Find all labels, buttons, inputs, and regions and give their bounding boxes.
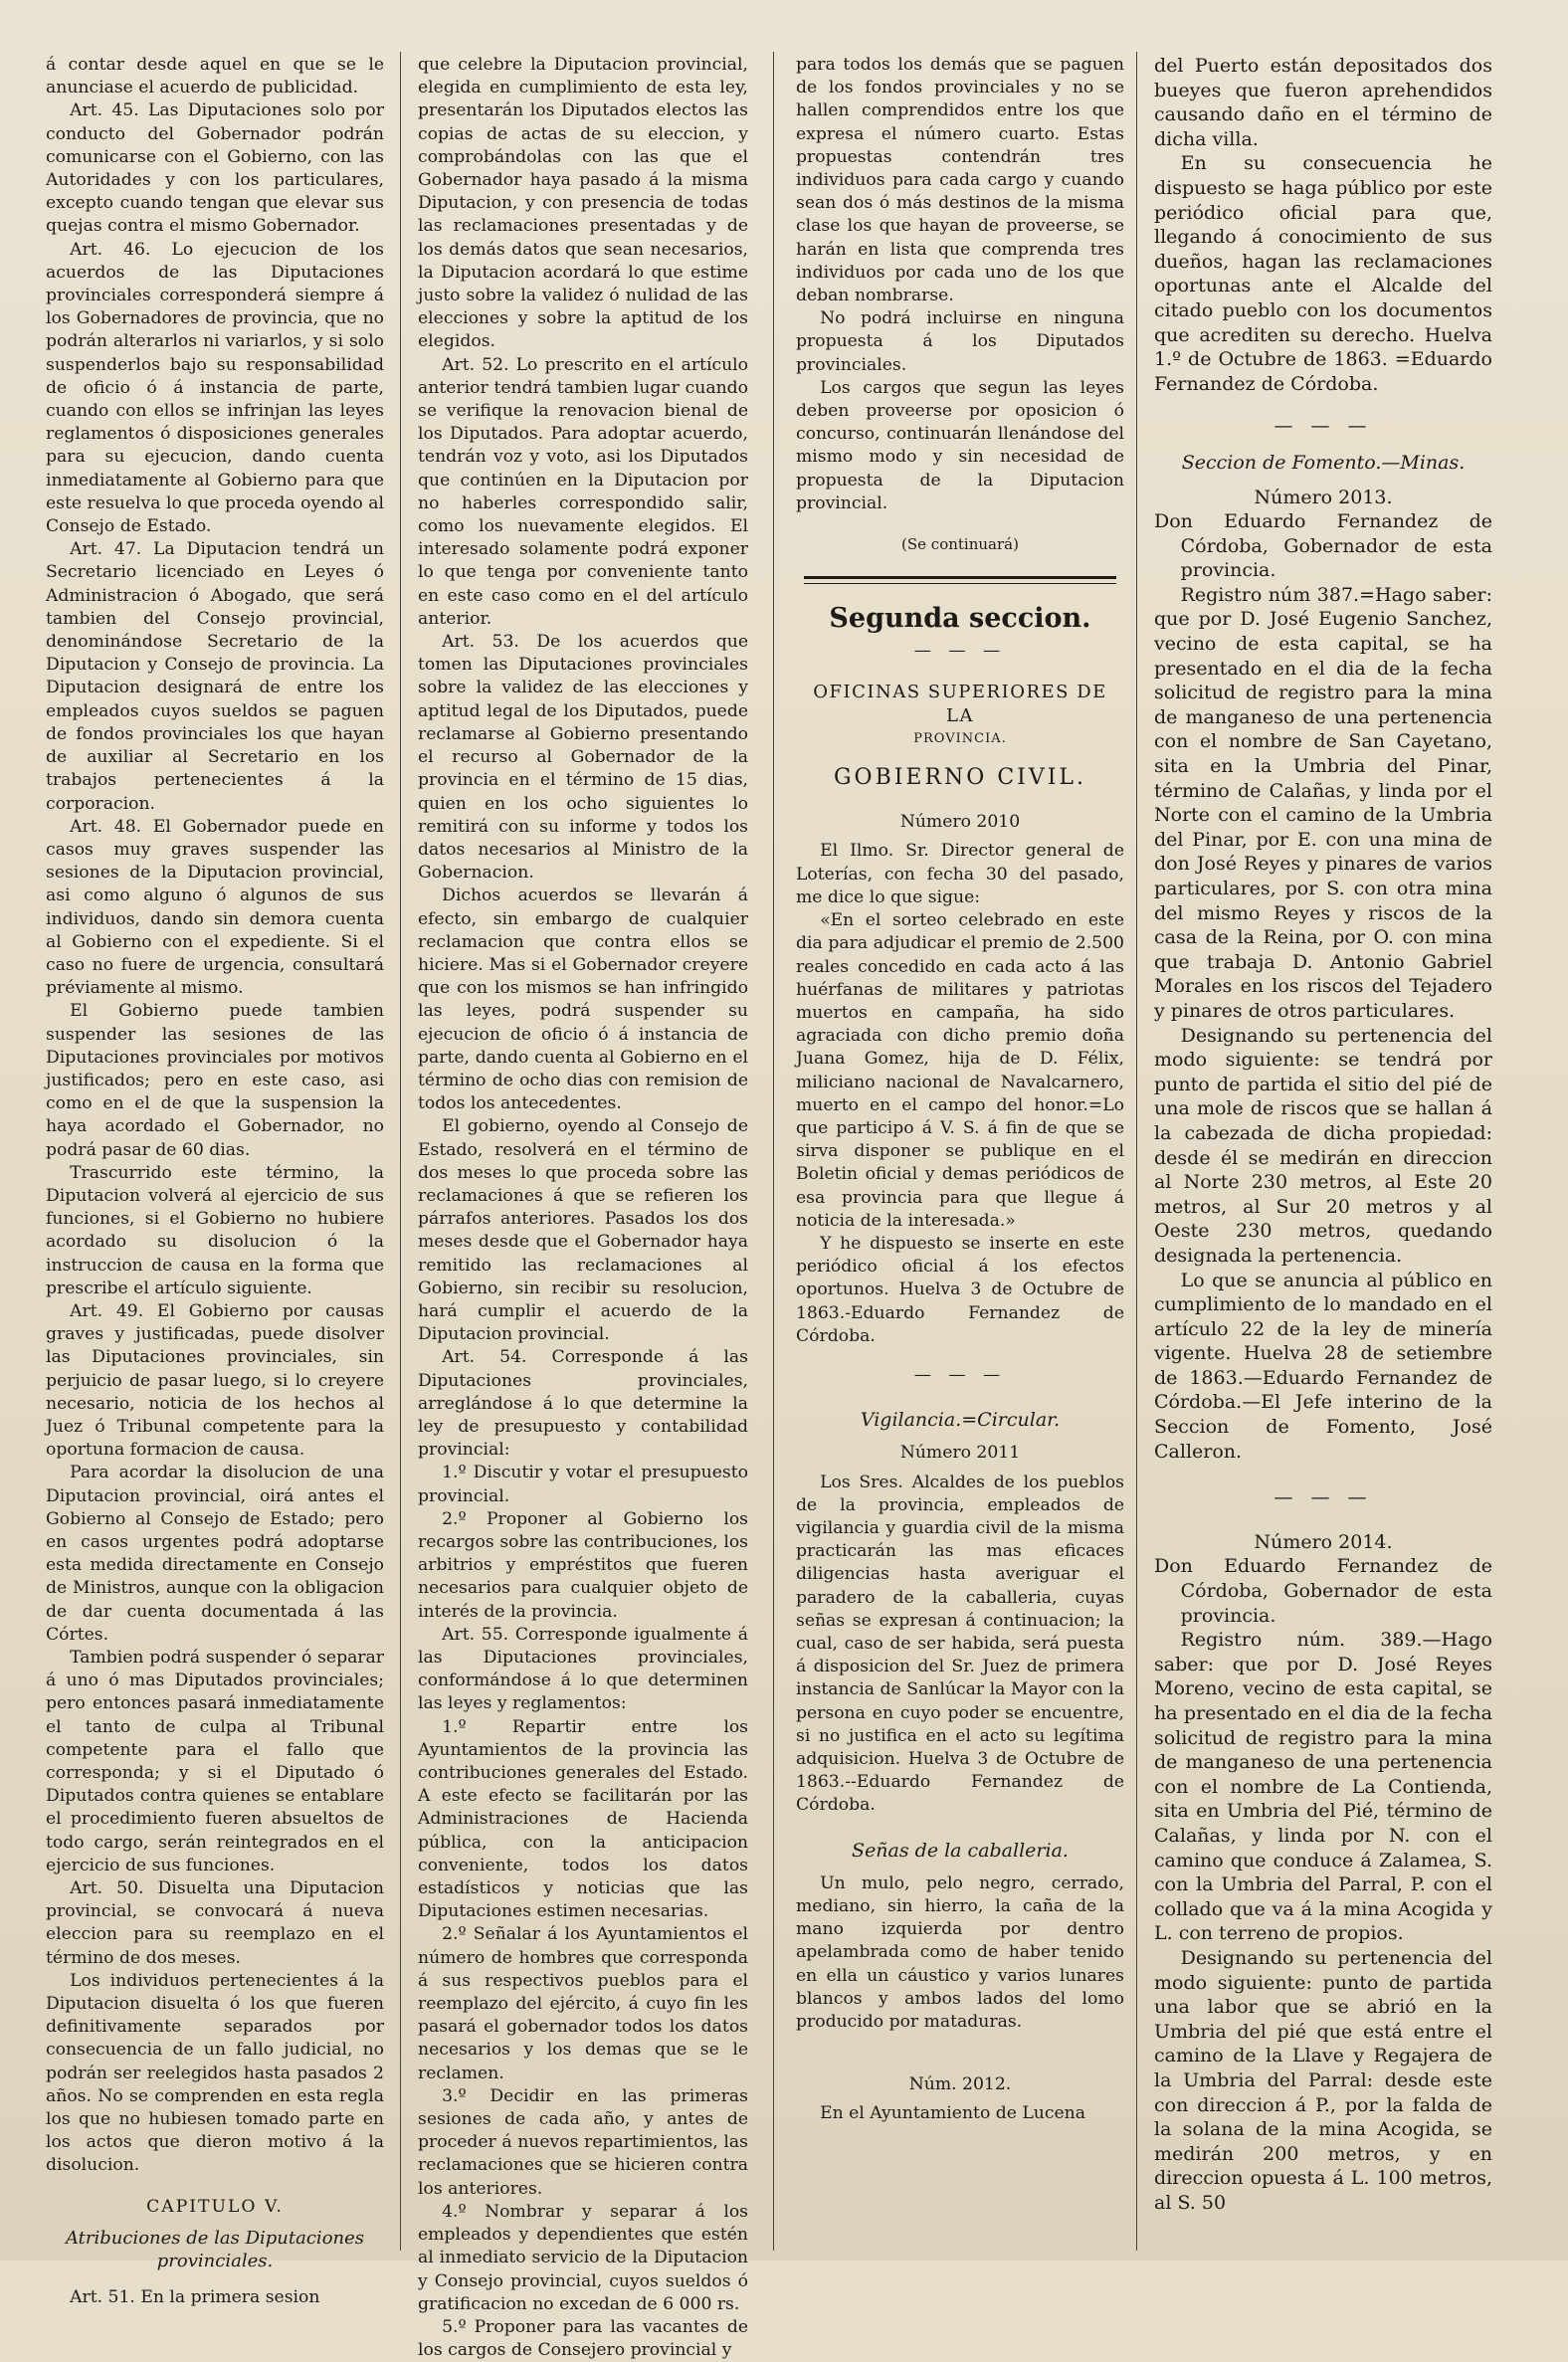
dash-separator: — — — bbox=[1274, 1486, 1373, 1509]
senas-heading: Señas de la caballeria. bbox=[852, 1839, 1069, 1862]
chapter-subtitle: Atribuciones de las Diputaciones provinciales. bbox=[65, 2227, 365, 2271]
dash-separator: — — — bbox=[1274, 415, 1373, 438]
article-55: Art. 55. Corresponde igualmente á las Diputaciones provinciales, conformándose á lo que determinen las leyes y reglamentos: bbox=[418, 1624, 748, 1714]
column-rule bbox=[773, 52, 774, 2251]
offices-heading: OFICINAS SUPERIORES DE LA bbox=[813, 682, 1107, 726]
paragraph: Dichos acuerdos se llevarán á efecto, sin embargo de cualquier reclamacion que contra ellos se hiciere. Mas si el Gobernador creyere que con los mismos se han infringido las leyes, podrá suspender su ejecucion de oficio ó á instancia de parte, dando cuenta al Gobierno en el término de ocho dias con remision de todos los antecedentes. bbox=[418, 886, 748, 1114]
article-45: Art. 45. Las Diputaciones solo por conducto del Gobernador podrán comunicarse con el Gobierno, con las Autoridades y con los particulares, excepto cuando tengan que elevar sus quejas contra el mismo Gobernador. bbox=[46, 100, 384, 237]
article-54: Art. 54. Corresponde á las Diputaciones provinciales, arreglándose á lo que determine la ley de presupuesto y contabilidad provincial: bbox=[418, 1347, 748, 1461]
paragraph: á contar desde aquel en que se le anunciase el acuerdo de publicidad. bbox=[46, 55, 384, 98]
column-rule bbox=[1136, 52, 1137, 2251]
column-2 bbox=[418, 54, 748, 2361]
issuer: Don Eduardo Fernandez de Córdoba, Gobernador de esta provincia. bbox=[1154, 1555, 1492, 1627]
article-46: Art. 46. Lo ejecucion de los acuerdos de las Diputaciones provinciales corresponderá siempre á los Gobernadores de provincia, que no podrán alterarlos ni variarlos, y si solo suspenderlos bajo su responsabilidad de oficio ó á instancia de parte, cuando con ellos se infrinjan las leyes reglamentos ó disposiciones generales para su ejecucion, dando cuenta inmediatamente al Gobierno para que este resuelva lo que proceda oyendo al Consejo de Estado. bbox=[46, 239, 384, 537]
paragraph: Tambien podrá suspender ó separar á uno ó mas Diputados provinciales; pero entonces pasará inmediatamente el tanto de culpa al Tribunal competente para el fallo que corresponda; y si el Diputado ó Diputados contra quienes se entablare el procedimiento fueren absueltos de todo cargo, serán reintegrados en el ejercicio de sus funciones. bbox=[46, 1648, 384, 1875]
article-49: Art. 49. El Gobierno por causas graves y justificadas, puede disolver las Diputaciones provinciales, sin perjuicio de pasar luego, si lo creyere necesario, noticia de los hechos al Juez ó Tribunal competente para la oportuna formacion de causa. bbox=[46, 1300, 384, 1461]
article-48: Art. 48. El Gobernador puede en casos muy graves suspender las sesiones de la Diputacion provincial, asi como alguno ó algunos de sus individuos, dando sin demora cuenta al Gobierno con el expediente. Si el caso no fuere de urgencia, consultará préviamente al mismo. bbox=[46, 816, 384, 999]
list-item: 3.º Decidir en las primeras sesiones de cada año, y antes de proceder á nuevos repartimientos, las reclamaciones que se hicieren contra los anteriores. bbox=[418, 2085, 748, 2199]
column-rule bbox=[400, 52, 401, 2251]
list-item: 1.º Discutir y votar el presupuesto provincial. bbox=[418, 1463, 748, 1506]
vigilancia-heading: Vigilancia.=Circular. bbox=[860, 1409, 1061, 1432]
section-divider bbox=[804, 576, 1116, 584]
continued-note: (Se continuará) bbox=[901, 535, 1019, 554]
column-1 bbox=[46, 54, 384, 2307]
section-heading: Segunda seccion. bbox=[829, 603, 1091, 635]
paragraph: «En el sorteo celebrado en este dia para adjudicar el premio de 2.500 reales concedido en cada acto á las huérfanas de militares y patriotas muertos en campaña, ha sido agraciada con dicho premio doña Juana Gomez, hija de D. Félix, miliciano nacional de Navalcarnero, muerto en el campo del honor.=Lo que participo á V. S. á fin de que se sirva disponer se publique en el Boletin oficial y demas periódicos de esa provincia para que llegue á noticia de la interesada.» bbox=[796, 910, 1124, 1231]
paragraph: El Ilmo. Sr. Director general de Loterías, con fecha 30 del pasado, me dice lo que sigue: bbox=[796, 841, 1124, 907]
notice-number: Número 2010 bbox=[899, 812, 1021, 833]
fomento-heading: Seccion de Fomento.—Minas. bbox=[1181, 451, 1466, 474]
paragraph: El Gobierno puede tambien suspender las sesiones de las Diputaciones provinciales por motivos justificados; pero en este caso, asi como en el de que la suspension la haya acordado el Gobernador, no podrá pasar de 60 dias. bbox=[46, 1001, 384, 1160]
paragraph: Registro núm. 389.—Hago saber: que por D. José Reyes Moreno, vecino de esta capital, se ha presentado en el dia de la fecha solicitud de registro para la mina de manganeso de una pertenencia con el nombre de La Contienda, sita en Umbria del Pié, término de Calañas, y linda por N. con el camino que conduce á Zalamea, S. con la Umbria del Parral, P. con el collado que va á la mina Acogida y L. con terreno de propios. bbox=[1154, 1629, 1492, 1945]
list-item: 1.º Repartir entre los Ayuntamientos de la provincia las contribuciones generales del Estado. A este efecto se facilitarán por las Administraciones de Hacienda pública, con la anticipacion conveniente, todos los datos estadísticos y noticias que las Diputaciones estimen necesarias. bbox=[418, 1716, 748, 1922]
issuer: Don Eduardo Fernandez de Córdoba, Gobernador de esta provincia. bbox=[1154, 510, 1492, 582]
article-53: Art. 53. De los acuerdos que tomen las Diputaciones provinciales sobre la validez de las elecciones y aptitud legal de los Diputados, puede reclamarse al Gobierno presentando el recurso al Gobernador de la provincia en el término de 15 dias, quien en los ocho siguientes lo remitirá con su informe y todos los datos necesarios al Ministro de la Gobernacion. bbox=[418, 632, 748, 884]
column-3 bbox=[796, 54, 1124, 2253]
paragraph: No podrá incluirse en ninguna propuesta á los Diputados provinciales. bbox=[796, 308, 1124, 375]
notice-number: Número 2013. bbox=[1254, 486, 1393, 508]
paragraph: Los cargos que segun las leyes deben proveerse por oposicion ó concurso, continuarán llenándose del mismo modo y sin necesidad de propuesta de la Diputacion provincial. bbox=[796, 377, 1124, 513]
chapter-heading: CAPITULO V. bbox=[146, 2196, 284, 2217]
notice-number: Número 2011 bbox=[899, 1443, 1021, 1464]
dash-separator: — — — bbox=[913, 641, 1007, 662]
paragraph: Lo que se anuncia al público en cumplimiento de lo mandado en el artículo 22 de la ley de minería vigente. Huelva 28 de setiembre de 1863.—Eduardo Fernandez de Córdoba.—El Jefe interino de la Seccion de Fomento, José Calleron. bbox=[1154, 1269, 1492, 1463]
paragraph: Un mulo, pelo negro, cerrado, mediano, sin hierro, la caña de la mano izquierda por dentro apelambrada como de haber tenido en ella un cáustico y varios lunares blancos y ambos lados del lomo producido por mataduras. bbox=[796, 1872, 1124, 2033]
paragraph: El gobierno, oyendo al Consejo de Estado, resolverá en el término de dos meses lo que proceda sobre las reclamaciones á que se refieren los párrafos anteriores. Pasados los dos meses desde que el Gobernador haya remitido las reclamaciones al Gobierno, sin recibir su resolucion, hará cumplir el acuerdo de la Diputacion provincial. bbox=[418, 1116, 748, 1345]
notice-number: Número 2014. bbox=[1254, 1530, 1393, 1553]
gobierno-civil-heading: GOBIERNO CIVIL. bbox=[833, 765, 1087, 791]
article-47: Art. 47. La Diputacion tendrá un Secretario licenciado en Leyes ó Administracion ó Abogado, que será tambien del Consejo provincial, denominándose Secretario de la Diputacion y Consejo de provincia. La Diputacion designará de entre los empleados cuyos sueldos se paguen de fondos provinciales los que hayan de auxiliar al Secretario en los trabajos pertenecientes á la corporacion. bbox=[46, 539, 384, 814]
list-item: 4.º Nombrar y separar á los empleados y dependientes que estén al inmediato servicio de la Diputacion y Consejo provincial, cuyos sueldos ó gratificacion no excedan de 6 000 rs. bbox=[418, 2201, 748, 2314]
article-51: Art. 51. En la primera sesion bbox=[70, 2286, 320, 2307]
paragraph: Registro núm 387.=Hago saber: que por D. José Eugenio Sanchez, vecino de esta capital, se ha presentado en el dia de la fecha solicitud de registro para la mina de manganeso de una pertenencia con el nombre de San Cayetano, sita en la Umbria del Pinar, término de Calañas, y linda por el Norte con el camino de la Umbria del Pinar, por E. con una mina de don José Reyes y pinares de varios particulares, por S. con otra mina del mismo Reyes y riscos de la casa de la Reina, por O. con mina que trabaja D. Antonio Gabriel Morales en los riscos del Tejadero y pinares de otros particulares. bbox=[1154, 583, 1492, 1022]
dash-separator: — — — bbox=[913, 1364, 1007, 1385]
paragraph: Los Sres. Alcaldes de los pueblos de la provincia, empleados de vigilancia y guardia civil de la misma practicarán las mas eficaces diligencias hasta averiguar el paradero de la caballeria, cuyas señas se expresan á continuacion; la cual, caso de ser habida, será puesta á disposicion del Sr. Juez de primera instancia de Sanlúcar la Mayor con la persona en cuyo poder se encuentre, si no justifica en el acto su legítima adquisicion. Huelva 3 de Octubre de 1863.--Eduardo Fernandez de Córdoba. bbox=[796, 1472, 1124, 1816]
article-52: Art. 52. Lo prescrito en el artículo anterior tendrá tambien lugar cuando se verifique la renovacion bienal de los Diputados. Para adoptar acuerdo, tendrán voz y voto, asi los Diputados que continúen en la Diputacion por no haberles correspondido salir, como los nuevamente elegidos. El interesado solamente podrá exponer lo que tenga por conveniente tanto en este caso como en el del artículo anterior. bbox=[418, 354, 748, 629]
list-item: 2.º Proponer al Gobierno los recargos sobre las contribuciones, los arbitrios y empréstitos que fueren necesarios para cualquier objeto de interés de la provincia. bbox=[418, 1508, 748, 1622]
paragraph: Trascurrido este término, la Diputacion volverá al ejercicio de sus funciones, si el Gobierno no hubiere acordado su disolucion ó la instruccion de causa en la forma que prescribe el artículo siguiente. bbox=[46, 1162, 384, 1298]
list-item: 5.º Proponer para las vacantes de los cargos de Consejero provincial y bbox=[418, 2316, 748, 2361]
list-item: 2.º Señalar á los Ayuntamientos el número de hombres que corresponda á sus respectivos pueblos para el reemplazo del ejército, á cuyo fin les pasará el gobernador todos los datos necesarios y los demas que se le reclamen. bbox=[418, 1924, 748, 2083]
notice-number: Núm. 2012. bbox=[908, 2074, 1012, 2095]
paragraph: del Puerto están depositados dos bueyes que fueron aprehendidos causando daño en el término de dicha villa. bbox=[1154, 55, 1492, 150]
paragraph: En el Ayuntamiento de Lucena bbox=[820, 2103, 1085, 2124]
offices-subheading: PROVINCIA. bbox=[913, 730, 1007, 746]
column-4 bbox=[1154, 54, 1492, 2253]
paragraph: para todos los demás que se paguen de los fondos provinciales y no se hallen comprendidos entre los que expresa el número cuarto. Estas propuestas contendrán tres individuos para cada cargo y cuando sean dos ó más destinos de la misma clase los que hayan de proveerse, se harán en lista que comprenda tres individuos por cada uno de los que deban nombrarse. bbox=[796, 55, 1124, 306]
paragraph: En su consecuencia he dispuesto se haga público por este periódico oficial para que, llegando á conocimiento de sus dueños, hagan las reclamaciones oportunas ante el Alcalde del citado pueblo con los documentos que acrediten su derecho. Huelva 1.º de Octubre de 1863. =Eduardo Fernandez de Córdoba. bbox=[1154, 152, 1492, 395]
paragraph: que celebre la Diputacion provincial, elegida en cumplimiento de esta ley, presentarán los Diputados electos las copias de actas de su eleccion, y comprobándolas con las que el Gobernador haya pasado á la misma Diputacion, y con presencia de todas las reclamaciones presentadas y de los demás datos que sean necesarios, la Diputacion acordará lo que estime justo sobre la validez ó nulidad de las elecciones y sobre la aptitud de los elegidos. bbox=[418, 55, 748, 352]
paragraph: Designando su pertenencia del modo siguiente: punto de partida una labor que se abrió en la Umbria del pié que está entre el camino de la Llave y Regajera de la Umbria del Parral: desde este con direccion á P., por la falda de la solana de la mina Acogida, se medirán 200 metros, y en direccion opuesta á L. 100 metros, al S. 50 bbox=[1154, 1946, 1492, 2214]
article-50: Art. 50. Disuelta una Diputacion provincial, se convocará á nueva eleccion para su reemplazo en el término de dos meses. bbox=[46, 1878, 384, 1968]
paragraph: Para acordar la disolucion de una Diputacion provincial, oirá antes el Gobierno al Consejo de Estado; pero en casos urgentes podrá adoptarse esta medida directamente en Consejo de Ministros, aunque con la obligacion de dar cuenta documentada á las Córtes. bbox=[46, 1463, 384, 1645]
paragraph: Designando su pertenencia del modo siguiente: se tendrá por punto de partida el sitio del pié de una mole de riscos que se hallan á la cabezada de dicha propiedad: desde él se medirán en direccion al Norte 230 metros, al Este 20 metros, al Sur 20 metros y al Oeste 230 metros, quedando designada la pertenencia. bbox=[1154, 1024, 1492, 1267]
paragraph: Y he dispuesto se inserte en este periódico oficial á los efectos oportunos. Huelva 3 de Octubre de 1863.-Eduardo Fernandez de Córdoba. bbox=[796, 1233, 1124, 1346]
paragraph: Los individuos pertenecientes á la Diputacion disuelta ó los que fueren definitivamente separados por consecuencia de un fallo judicial, no podrán ser reelegidos hasta pasados 2 años. No se comprenden en esta regla los que no hubiesen tomado parte en los actos que dieron motivo á la disolucion. bbox=[46, 1970, 384, 2176]
